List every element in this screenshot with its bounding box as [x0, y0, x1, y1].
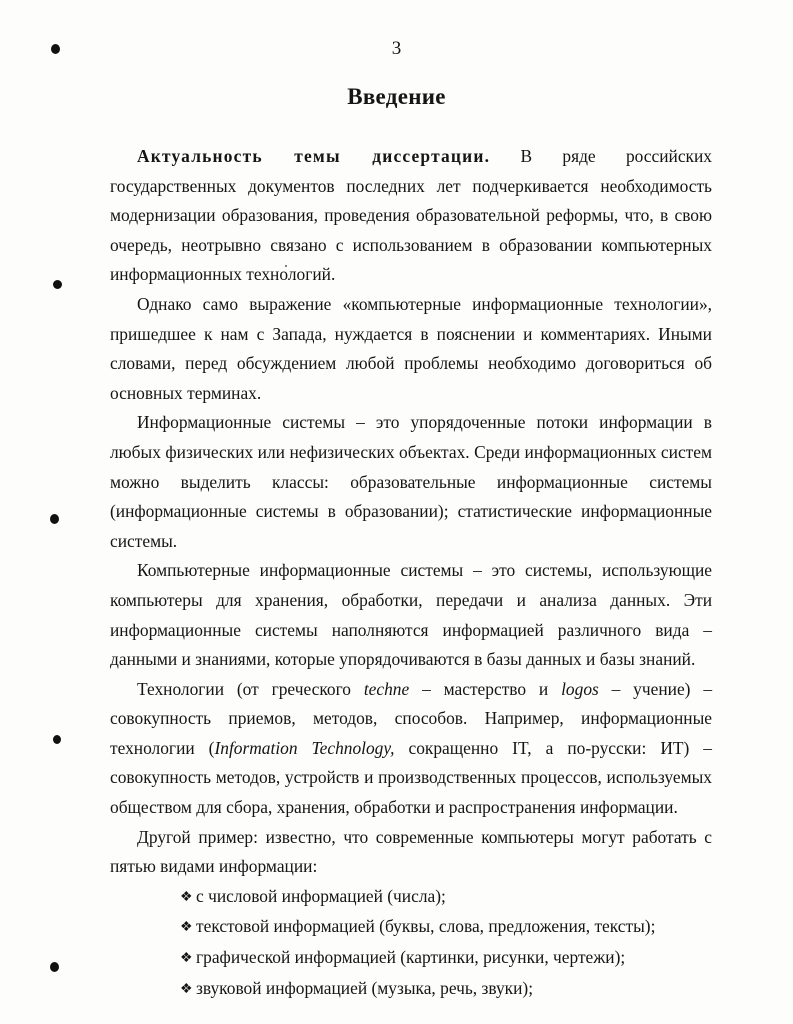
diamond-bullet-icon: ❖ [180, 981, 193, 997]
list-item-text: графической информацией (картинки, рисунки, чертежи); [196, 947, 626, 968]
paragraph: Однако само выражение «компьютерные информационные технологии», пришедшее к нам с Запада, нуждается в пояснении и комментариях. Иными словами, перед обсуждением любой проблемы необходимо договориться об основных терминах. [110, 293, 712, 403]
list-item [180, 943, 712, 974]
page-number: 3 [391, 38, 402, 59]
paragraph: Компьютерные информационные системы – это системы, использующие компьютеры для хранения, обработки, передачи и анализа данных. Эти информационные системы наполняются информацией различного вида – данными и знаниями, которые упорядочиваются в базы данных и базы знаний. [110, 560, 712, 670]
diamond-bullet-icon: ❖ [180, 951, 193, 967]
paragraph-relevance [110, 142, 712, 290]
page-title: Введение [347, 84, 446, 109]
binder-hole-5 [50, 962, 59, 972]
paragraph-lead: Актуальность темы диссертации. [137, 146, 491, 166]
list-item [180, 882, 712, 913]
paragraph: Другой пример: известно, что современные компьютеры могут работать с пятью видами информации: [110, 826, 712, 877]
text-run: – мастерство и [409, 678, 562, 699]
diamond-bullet-icon: ❖ [180, 889, 193, 905]
text-run: Технологии (от греческого [137, 678, 364, 699]
paragraph-text: В ряде российских государственных документов последних лет подчеркивается необходимость модернизации образования, проведения образовательной реформы, что, в свою очередь, неотрывно связано с использованием в образовании компьютерных информационных технологий. [110, 146, 712, 285]
list-item [180, 974, 712, 1005]
term-italic: techne [363, 678, 410, 699]
text-run: сокращенно IT, а по-русски: ИТ) – совокупность методов, устройств и производственных процессов, используемых обществом для сбора, хранения, обработки и распространения информации. [110, 737, 712, 818]
binder-hole-2 [53, 280, 62, 289]
term-italic: logos [561, 678, 599, 699]
binder-hole-4 [53, 735, 61, 744]
text-run: – учение) – совокупность приемов, методов, способов. Например, информационные технологии ( [110, 678, 713, 758]
term-italic: Information Technology, [214, 737, 395, 758]
information-types-list [110, 882, 712, 1004]
list-item [180, 912, 712, 943]
body-text [110, 142, 712, 1004]
diamond-bullet-icon: ❖ [180, 920, 193, 936]
list-item-text: с числовой информацией (числа); [196, 885, 446, 906]
paragraph: Информационные системы – это упорядоченные потоки информации в любых физических или нефизических объектах. Среди информационных систем можно выделить классы: образовательные информационные системы (информационные системы в образовании); статистические информационные системы. [110, 412, 712, 551]
binder-hole-3 [50, 514, 59, 524]
list-item-text: звуковой информацией (музыка, речь, звуки); [196, 977, 534, 998]
list-item-text: текстовой информацией (буквы, слова, предложения, тексты); [196, 916, 656, 937]
paragraph-technologies [110, 675, 712, 823]
